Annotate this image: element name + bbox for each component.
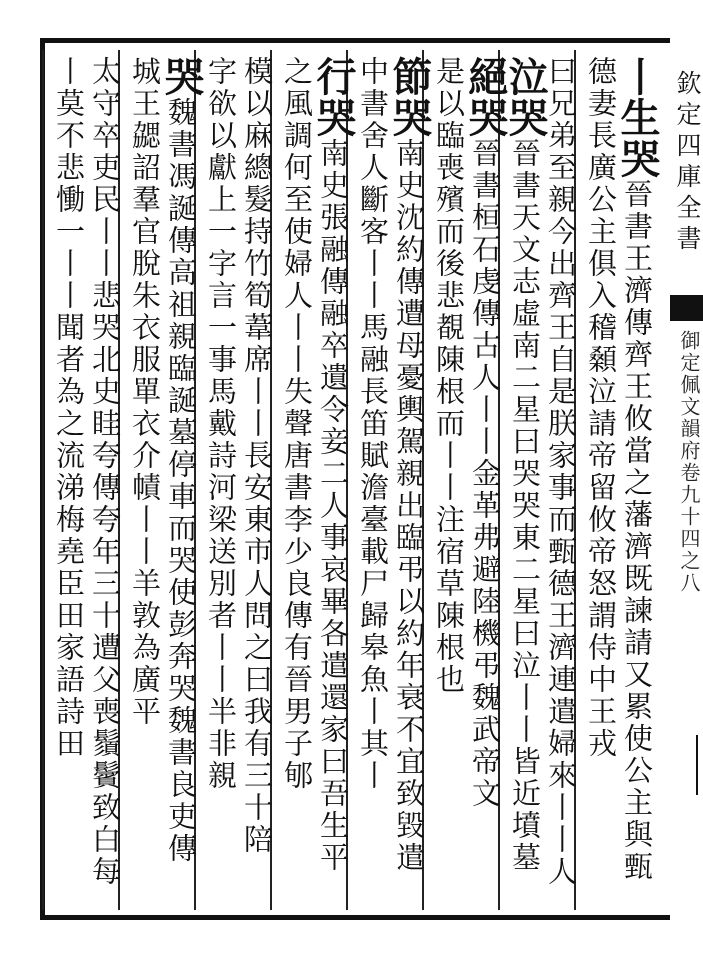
column-text: 南史張融傳融卒遺令妾二人事哀畢各遣還家曰吾生平 xyxy=(316,138,350,874)
column-text: 曰兄弟至親今出齊王自是朕家事而甄德王濟連遣婦來丨丨人 xyxy=(544,56,578,888)
entry-heading: 絕哭 xyxy=(462,56,509,138)
column-text: 德妻長廣公主俱入稽顙泣請帝留攸帝怒謂侍中王戎 xyxy=(584,56,618,760)
column-text: 模以麻總髮持竹筍葦席丨丨長安東市人問之曰我有三十陪 xyxy=(240,56,274,856)
book-title: 欽定四庫全書 xyxy=(673,70,702,256)
column-text: 晉書天文志虛南二星曰哭哭東二星曰泣丨丨皆近墳墓 xyxy=(508,138,542,874)
entry-heading: 泣哭 xyxy=(502,56,549,138)
fishtail-mark xyxy=(670,295,703,321)
column-text: 之風調何至使婦人丨丨失聲唐書李少良傳有晉男子郇 xyxy=(280,56,314,792)
column-text: 魏書馮誕傳高祖親臨誕墓停車而哭使彭奔哭魏書良吏傳 xyxy=(164,97,198,865)
column-text: 字欲以獻上一字言一事馬戴詩河梁送別者丨丨半非親 xyxy=(204,56,238,792)
volume-label: 御定佩文韻府卷九十四之八 xyxy=(677,330,701,594)
column-text: 晉書桓石虔傳古人丨丨金革弗避陸機弔魏武帝文 xyxy=(468,138,502,810)
column-text: 城王勰詔羣官脫朱衣服單衣介幘丨丨羊敦為廣平 xyxy=(128,56,162,728)
entry-heading: 行哭 xyxy=(310,56,357,138)
text-column xyxy=(42,50,86,910)
column-text: 中書舍人斷客丨丨馬融長笛賦澹臺載尸歸皋魚丨其丨 xyxy=(356,56,390,792)
column-text: 晉書王濟傳齊王攸當之藩濟既諫請又累使公主與甄 xyxy=(620,179,654,883)
page-marker xyxy=(676,735,698,795)
column-text: 丨莫不悲慟一丨丨聞者為之流涕梅堯臣田家語詩田 xyxy=(52,56,86,760)
column-text: 是以臨喪殯而後悲覩陳根而丨丨注宿草陳根也 xyxy=(432,56,466,696)
column-text: 太守卒吏民丨丨悲哭北史眭夸傳夸年三十遭父喪鬚鬢致白每 xyxy=(88,56,122,888)
entry-heading: 哭 xyxy=(158,56,205,97)
column-text: 南史沈約傳遭母憂輿駕親出臨弔以約年衰不宜致毀遣 xyxy=(392,138,426,874)
entry-heading: 節哭 xyxy=(386,56,433,138)
entry-heading: 丨生哭 xyxy=(614,56,661,179)
